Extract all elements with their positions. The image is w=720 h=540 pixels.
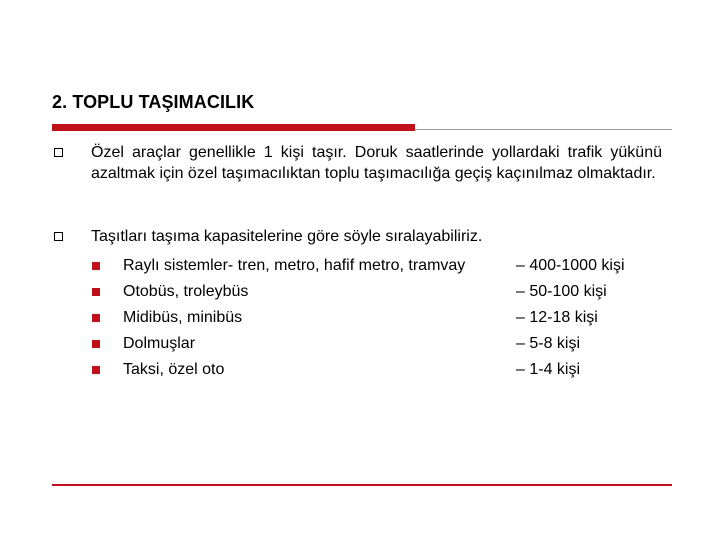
sub-item-label: Taksi, özel oto: [123, 361, 225, 378]
sub-item-1: [123, 256, 511, 276]
sub-item-value: – 50-100 kişi: [516, 283, 607, 300]
sub-item-label: Raylı sistemler- tren, metro, hafif metro, tramvay: [123, 257, 466, 274]
slide-title: 2. TOPLU TAŞIMACILIK: [52, 92, 255, 112]
sub-item-value: – 5-8 kişi: [516, 335, 581, 352]
bullet-text-1: Özel araçlar genellikle 1 kişi taşır. Doruk saatlerinde yollardaki trafik yükünü azaltmak için özel taşımacılıktan toplu taşımacılığa geçiş kaçınılmaz olmaktadır.: [91, 144, 662, 182]
red-square-bullet-icon: [92, 262, 100, 270]
sub-item-label: Otobüs, troleybüs: [123, 283, 249, 300]
hollow-square-bullet-icon: [54, 232, 63, 241]
red-square-bullet-icon: [92, 366, 100, 374]
sub-item-value: – 1-4 kişi: [516, 361, 581, 378]
red-square-bullet-icon: [92, 288, 100, 296]
hollow-square-bullet-icon: [54, 148, 63, 157]
sub-item-label: Midibüs, minibüs: [123, 309, 243, 326]
sub-item-value: – 400-1000 kişi: [516, 257, 625, 274]
sub-item-label: Dolmuşlar: [123, 335, 196, 352]
red-square-bullet-icon: [92, 340, 100, 348]
title-underline-red: [52, 124, 415, 131]
red-square-bullet-icon: [92, 314, 100, 322]
sub-item-value: – 12-18 kişi: [516, 309, 598, 326]
bottom-rule: [52, 484, 672, 486]
bullet-text-2: Taşıtları taşıma kapasitelerine göre söyle sıralayabiliriz.: [91, 228, 483, 245]
